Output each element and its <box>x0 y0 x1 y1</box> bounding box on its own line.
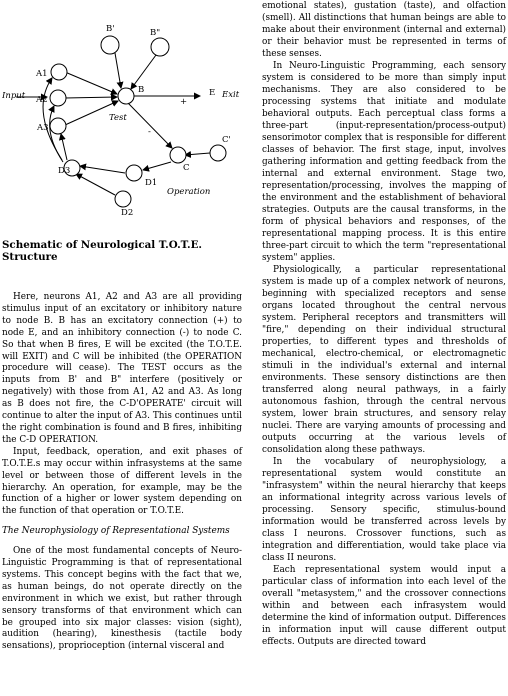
edge-a2-b <box>65 97 117 98</box>
label-e: E <box>209 88 216 98</box>
figure-caption: Schematic of Neurological T.O.T.E. Structure <box>2 239 203 263</box>
edge-a1-b <box>65 72 117 94</box>
left-column <box>2 292 242 653</box>
label-c: C <box>183 163 190 173</box>
node-c-prime <box>210 145 226 161</box>
node-a3 <box>50 118 66 134</box>
label-d1: D1 <box>145 178 158 188</box>
edge-d3-a3 <box>61 134 67 160</box>
edge-bprime-b <box>115 53 121 88</box>
left-paragraph-2: Input, feedback, operation, and exit phases of T.O.T.E.s may occur within infrasystems at the same level or between those of different levels in the hierarchy. An operation, for example, may be the function of a higher or lower system depending on the function of that operation or T.O.T.E. <box>2 446 242 517</box>
label-b-double-prime: B" <box>150 28 161 38</box>
node-d2 <box>115 191 131 207</box>
right-paragraph-1: emotional states), gustation (taste), and olfaction (smell). All distinctions that human beings are able to make about their environment (internal and external) or their behavior must be represented in terms of these senses. <box>262 1 506 59</box>
tote-schematic <box>2 0 252 236</box>
node-b <box>118 88 134 104</box>
label-a3: A3 <box>37 123 49 133</box>
label-input: Input <box>2 91 26 101</box>
label-minus: - <box>148 127 151 137</box>
section-heading: The Neurophysiology of Representational Systems <box>2 526 230 537</box>
edge-d1-d3 <box>80 166 125 173</box>
node-b-prime <box>101 36 119 54</box>
node-a1 <box>51 64 67 80</box>
label-d2: D2 <box>121 208 134 218</box>
edge-bdprime-b <box>131 55 156 89</box>
label-a2: A2 <box>36 95 48 105</box>
edge-b-c <box>128 103 172 148</box>
right-paragraph-3: Physiologically, a particular representational system is made up of a complex network of neurons, beginning with specialized receptors and sense organs located throughout the central nervous system. Peripheral receptors and transmitters will "fire," depending on their individual structural properties, to different types and thresholds of mechanical, electro-chemical, or electromagnetic stimuli in the individual's external and internal environments. These sensory distinctions are then transferred along neural pathways, in a fairly autonomous fashion, through the central nervous system, lower brain structures, and sensory relay nuclei. There are varying amounts of processing and outputs occurring at the various levels of consolidation along these pathways. <box>262 265 506 455</box>
edge-cprime-c <box>185 153 210 155</box>
node-b-double-prime <box>151 38 169 56</box>
left-paragraph-1: Here, neurons A1, A2 and A3 are all providing stimulus input of an excitatory or inhibitory nature to node B. B has an excitatory connection (+) to node E, and an inhibitory connection (-) to node C. So that when B fires, E will be excited (the T.O.T.E. will EXIT) and C will be inhibited (the OPERATION procedure will cease). The TEST occurs as the inputs from B' and B" interfere (positively or negatively) with those from A1, A2 and A3. As long as B does not fire, the C-D'OPERATE' circuit will continue to alter the input of A3. This continues until the right combination is found and B fires, inhibiting the C-D OPERATION. <box>2 292 242 445</box>
label-c-prime: C' <box>222 135 231 145</box>
edge-c-d1 <box>143 162 171 170</box>
label-d3: D3 <box>58 166 71 176</box>
label-test: Test <box>109 113 127 123</box>
label-b-prime: B' <box>106 24 115 34</box>
right-paragraph-5: Each representational system would input a particular class of information into each level of the overall "metasystem," and the crossover connections within and between each infrasystem would determine the kind of information output. Differences in information input will cause different output effects. Outputs are directed toward <box>262 565 506 647</box>
node-d1 <box>126 165 142 181</box>
label-a1: A1 <box>36 69 48 79</box>
label-exit: Exit <box>222 90 240 100</box>
label-operation: Operation <box>167 187 211 197</box>
left-paragraph-3: One of the most fundamental concepts of Neuro-Linguistic Programming is that of representational systems. This concept begins with the fact that we, as human beings, do not operate directly on the environment in which we exist, but rather through sensory transforms of that environment which can be grouped into six major classes: vision (sight), audition (hearing), kinesthesis (tactile body sensations), proprioception (internal visceral and <box>2 546 242 652</box>
label-b: B <box>138 85 145 95</box>
right-paragraph-2: In Neuro-Linguistic Programming, each sensory system is considered to be more than simply input mechanisms. They are also considered to be processing systems that initiate and modulate behavioral outputs. Each perceptual class forms a three-part (input-representation/process-output) sensorimotor complex that is responsible for different classes of behavior. The first stage, input, involves gathering information and getting feedback from the internal and external environment. Stage two, representation/processing, involves the mapping of the environment and the establishment of behavioral strategies. Outputs are the causal transforms, in the form of physical behaviors and responses, of the representational mapping process. It is this entire three-part circuit to which the term "representational system" applies. <box>262 61 506 263</box>
right-column <box>262 0 506 648</box>
node-c <box>170 147 186 163</box>
right-paragraph-4: In the vocabulary of neurophysiology, a representational system would constitute an "infrasystem" within the neural hierarchy that keeps an informational integrity across various levels of processing. Sensory specific, stimulus-bound information would be transferred across levels by class I neurons. Crossover functions, such as integration and differentiation, would take place via class II neurons. <box>262 457 506 563</box>
label-plus: + <box>180 97 188 107</box>
node-a2 <box>50 90 66 106</box>
edge-d2-d3 <box>76 174 115 195</box>
